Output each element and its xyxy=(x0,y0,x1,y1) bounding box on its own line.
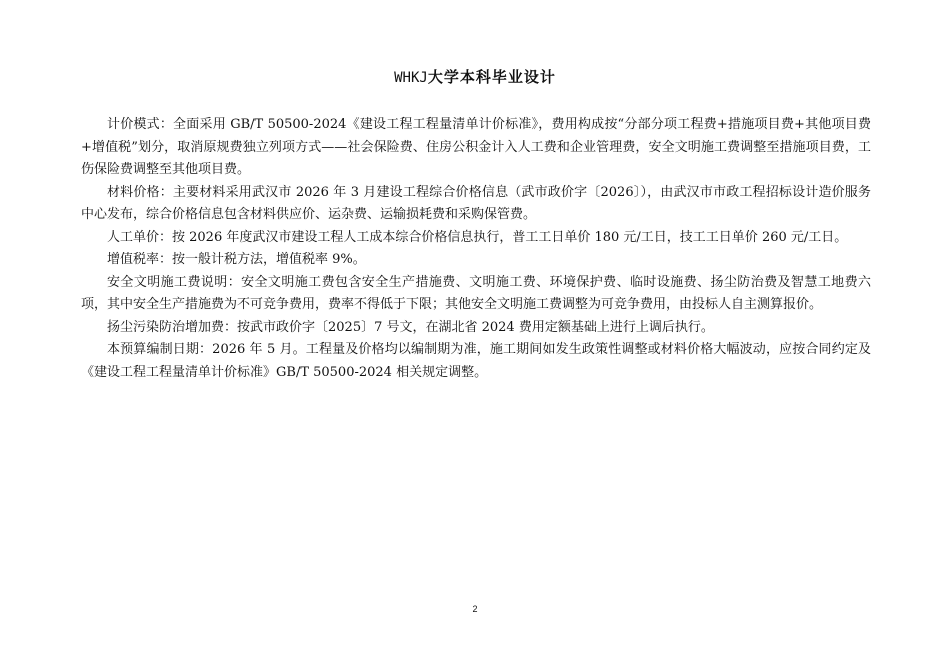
page-header xyxy=(0,66,950,87)
paragraph-compile-date: 本预算编制日期：2026 年 5 月。工程量及价格均以编制期为准，施工期间如发生政策性调整或材料价格大幅波动，应按合同约定及《建设工程工程量清单计价标准》GB/T 50500-2024 相关规定调整。 xyxy=(81,342,871,380)
document-body xyxy=(81,114,871,384)
paragraph-material-price: 材料价格：主要材料采用武汉市 2026 年 3 月建设工程综合价格信息（武市政价字〔2026〕），由武汉市市政工程招标设计造价服务中心发布，综合价格信息包含材料供应价、运杂费、运输损耗费和采购保管费。 xyxy=(81,184,871,222)
paragraph-pricing-mode: 计价模式：全面采用 GB/T 50500-2024《建设工程工程量清单计价标准》，费用构成按“分部分项工程费+措施项目费+其他项目费+增值税”划分，取消原规费独立列项方式——社会保险费、住房公积金计入人工费和企业管理费，安全文明施工费调整至措施项目费，工伤保险费调整至其他项目费。 xyxy=(81,117,871,177)
header-code: WHKJ xyxy=(394,70,428,86)
page-number: 2 xyxy=(472,604,478,614)
paragraph-labor-price: 人工单价：按 2026 年度武汉市建设工程人工成本综合价格信息执行，普工工日单价 180 元/工日，技工工日单价 260 元/工日。 xyxy=(107,229,848,245)
header-title: 大学本科毕业设计 xyxy=(427,68,556,86)
paragraph-safety-fee: 安全文明施工费说明：安全文明施工费包含安全生产措施费、文明施工费、环境保护费、临时设施费、扬尘防治费及智慧工地费六项，其中安全生产措施费为不可竞争费用，费率不得低于下限；其他安全文明施工费调整为可竞争费用，由投标人自主测算报价。 xyxy=(81,274,871,312)
paragraph-vat-rate: 增值税率：按一般计税方法，增值税率 9%。 xyxy=(107,252,366,267)
paragraph-dust-fee: 扬尘污染防治增加费：按武市政价字〔2025〕7 号文，在湖北省 2024 费用定额基础上进行上调后执行。 xyxy=(107,319,714,335)
